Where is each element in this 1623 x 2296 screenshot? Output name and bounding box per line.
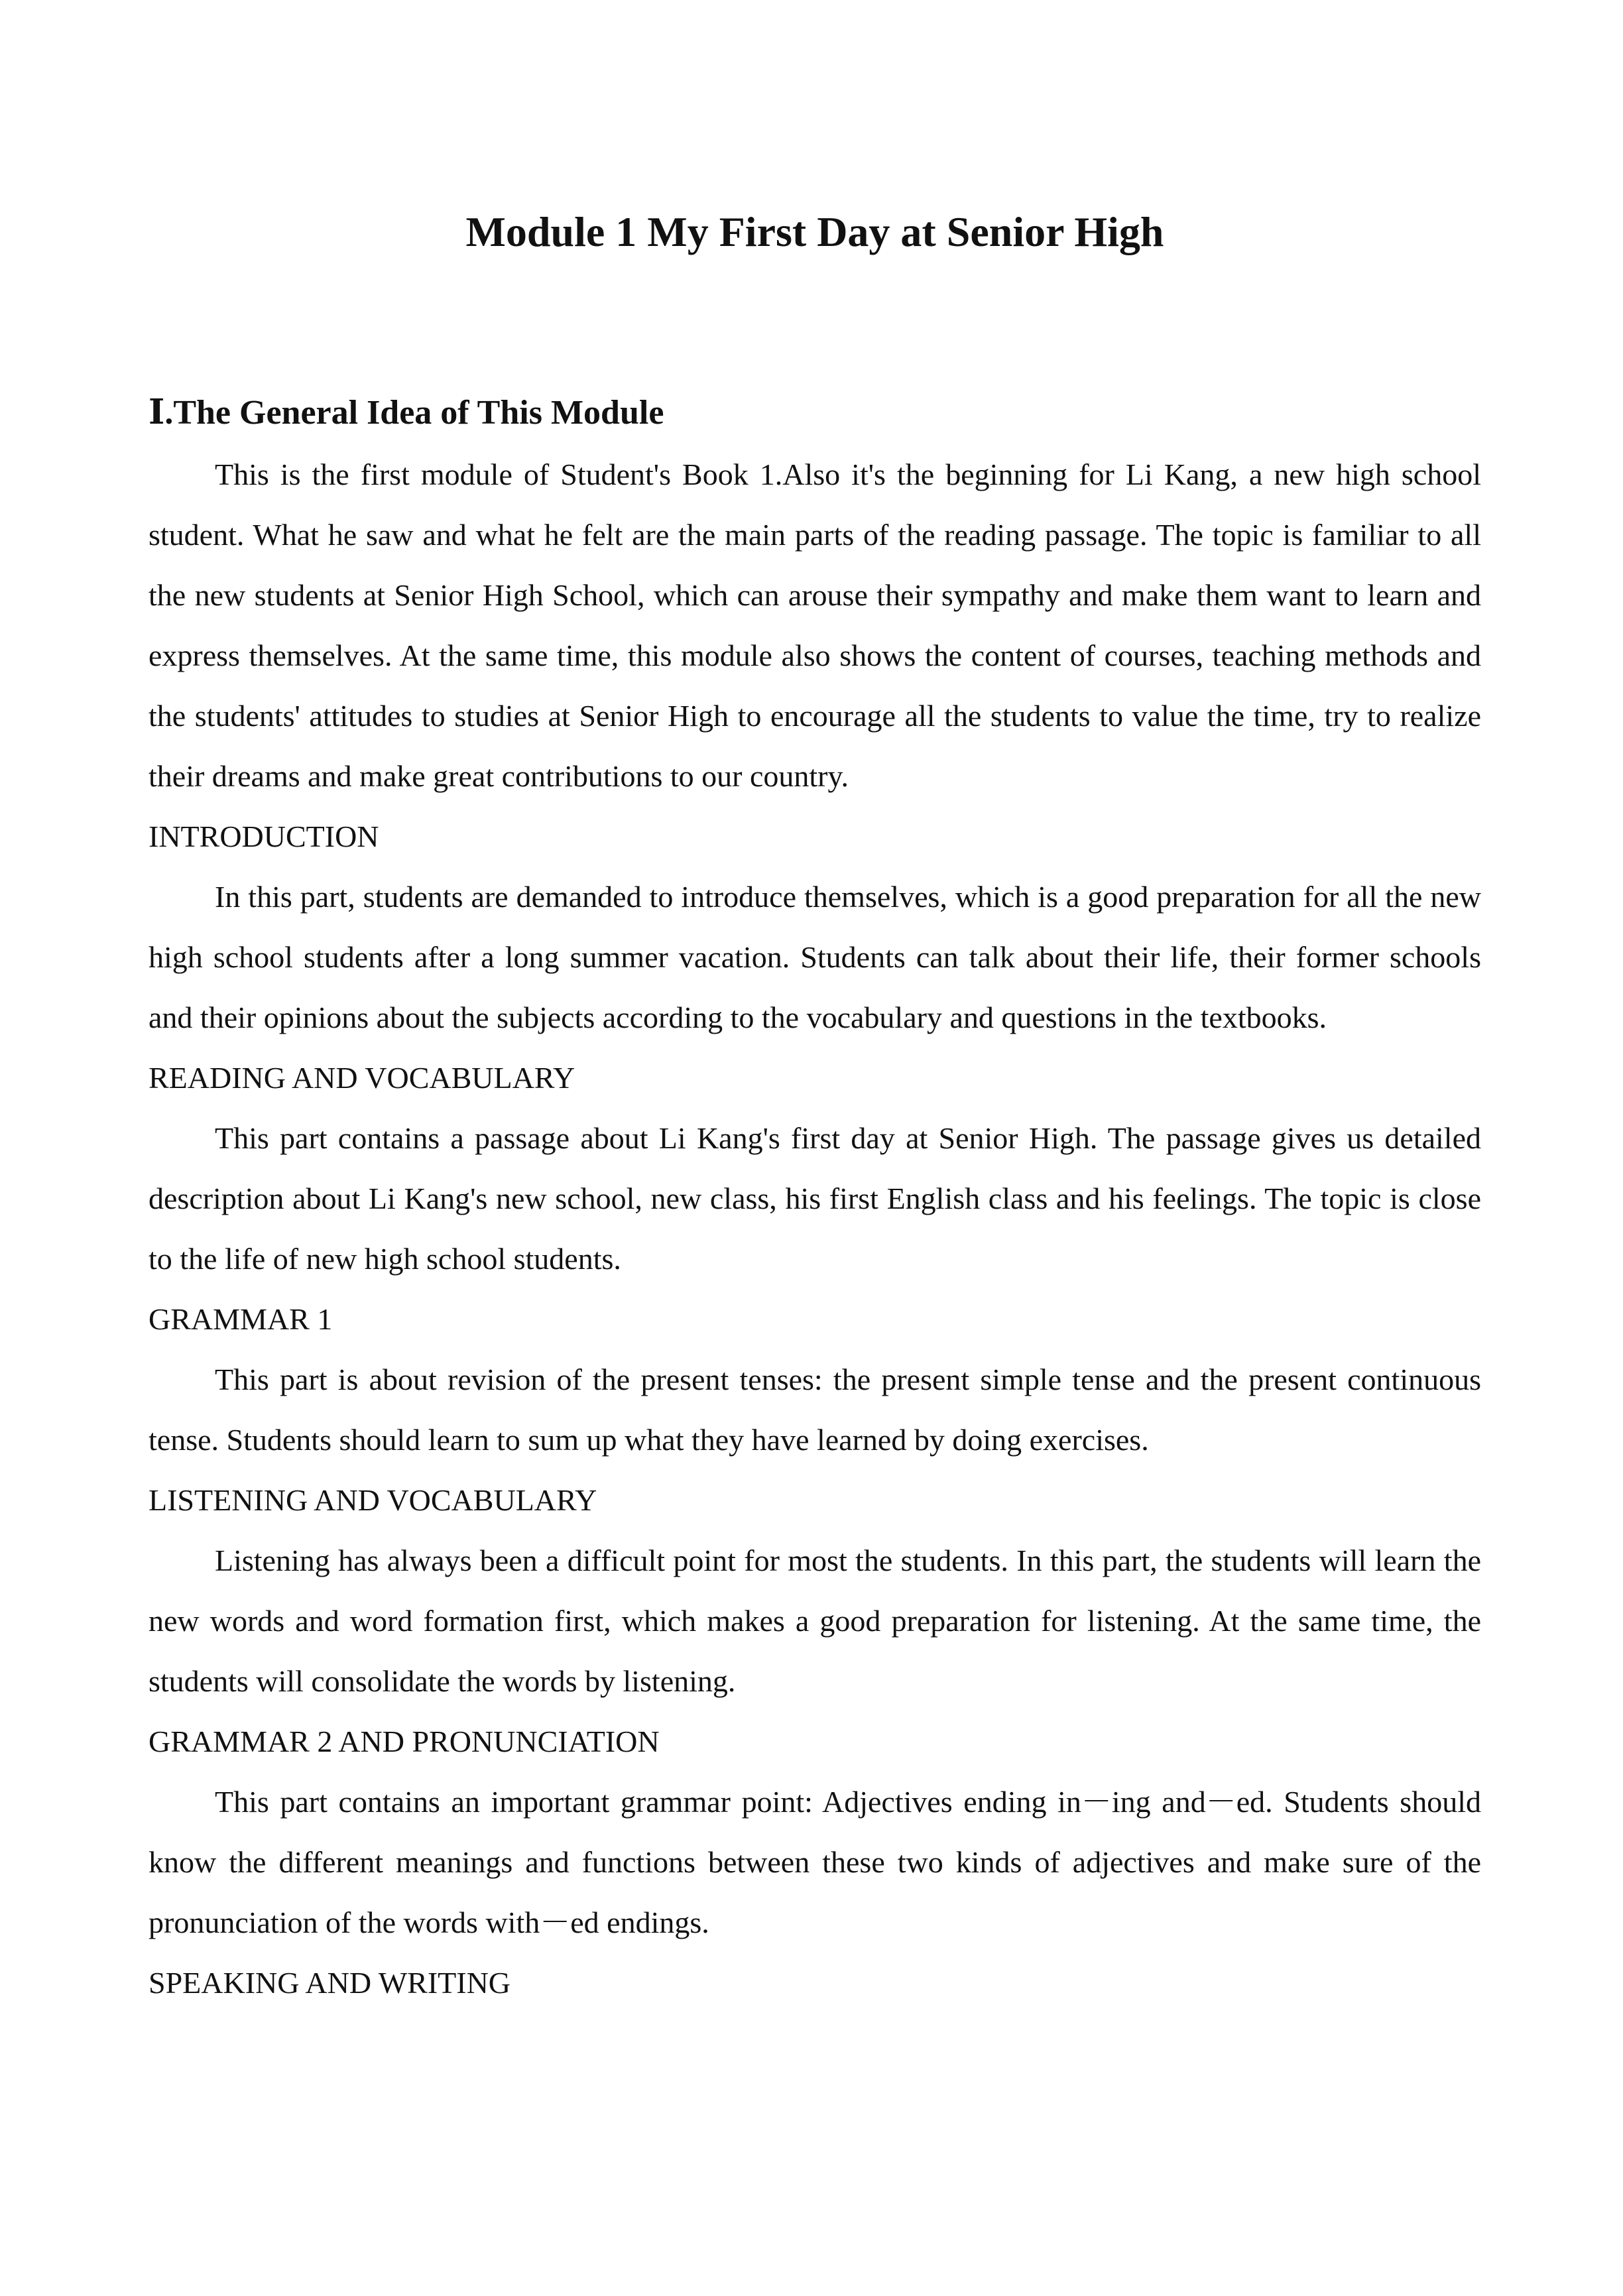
subheading-introduction: INTRODUCTION [149,819,379,853]
section-heading: Ⅰ.The General Idea of This Module [149,394,664,432]
paragraph-listening-and-vocabulary: Listening has always been a difficult point for most the students. In this part, the students will learn the new words and word formation first, which makes a good preparation for listening. At the same time, the students will consolidate the words by listening. [149,1543,1481,1698]
subheading-reading-and-vocabulary: READING AND VOCABULARY [149,1061,575,1095]
paragraph-reading-and-vocabulary: This part contains a passage about Li Kang's first day at Senior High. The passage gives us detailed description about Li Kang's new school, new class, his first English class and his feelings. The topic is close to the life of new high school students. [149,1121,1481,1276]
intro-paragraph: This is the first module of Student's Book 1.Also it's the beginning for Li Kang, a new high school student. What he saw and what he felt are the main parts of the reading passage. The topic is familiar to all the new students at Senior High School, which can arouse their sympathy and make them want to learn and express themselves. At the same time, this module also shows the content of courses, teaching methods and the students' attitudes to studies at Senior High to encourage all the students to value the time, try to realize their dreams and make great contributions to our country. [149,457,1481,793]
paragraph-introduction: In this part, students are demanded to introduce themselves, which is a good preparation for all the new high school students after a long summer vacation. Students can talk about their life, their former schools and their opinions about the subjects according to the vocabulary and questions in the textbooks. [149,880,1481,1034]
subheading-listening-and-vocabulary: LISTENING AND VOCABULARY [149,1483,597,1517]
paragraph-grammar-1: This part is about revision of the present tenses: the present simple tense and the present continuous tense. Students should learn to sum up what they have learned by doing exercises. [149,1362,1481,1457]
document-body [149,444,1481,2013]
subheading-grammar-2-and-pronunciation: GRAMMAR 2 AND PRONUNCIATION [149,1724,660,1758]
subheading-grammar-1: GRAMMAR 1 [149,1302,333,1336]
subheading-speaking-and-writing: SPEAKING AND WRITING [149,1966,511,2000]
paragraph-grammar-2-and-pronunciation: This part contains an important grammar point: Adjectives ending in－ing and－ed. Students should know the different meanings and functions between these two kinds of adjectives and make sure of the pronunciation of the words with－ed endings. [149,1785,1481,1939]
document-title: Module 1 My First Day at Senior High [465,208,1164,255]
